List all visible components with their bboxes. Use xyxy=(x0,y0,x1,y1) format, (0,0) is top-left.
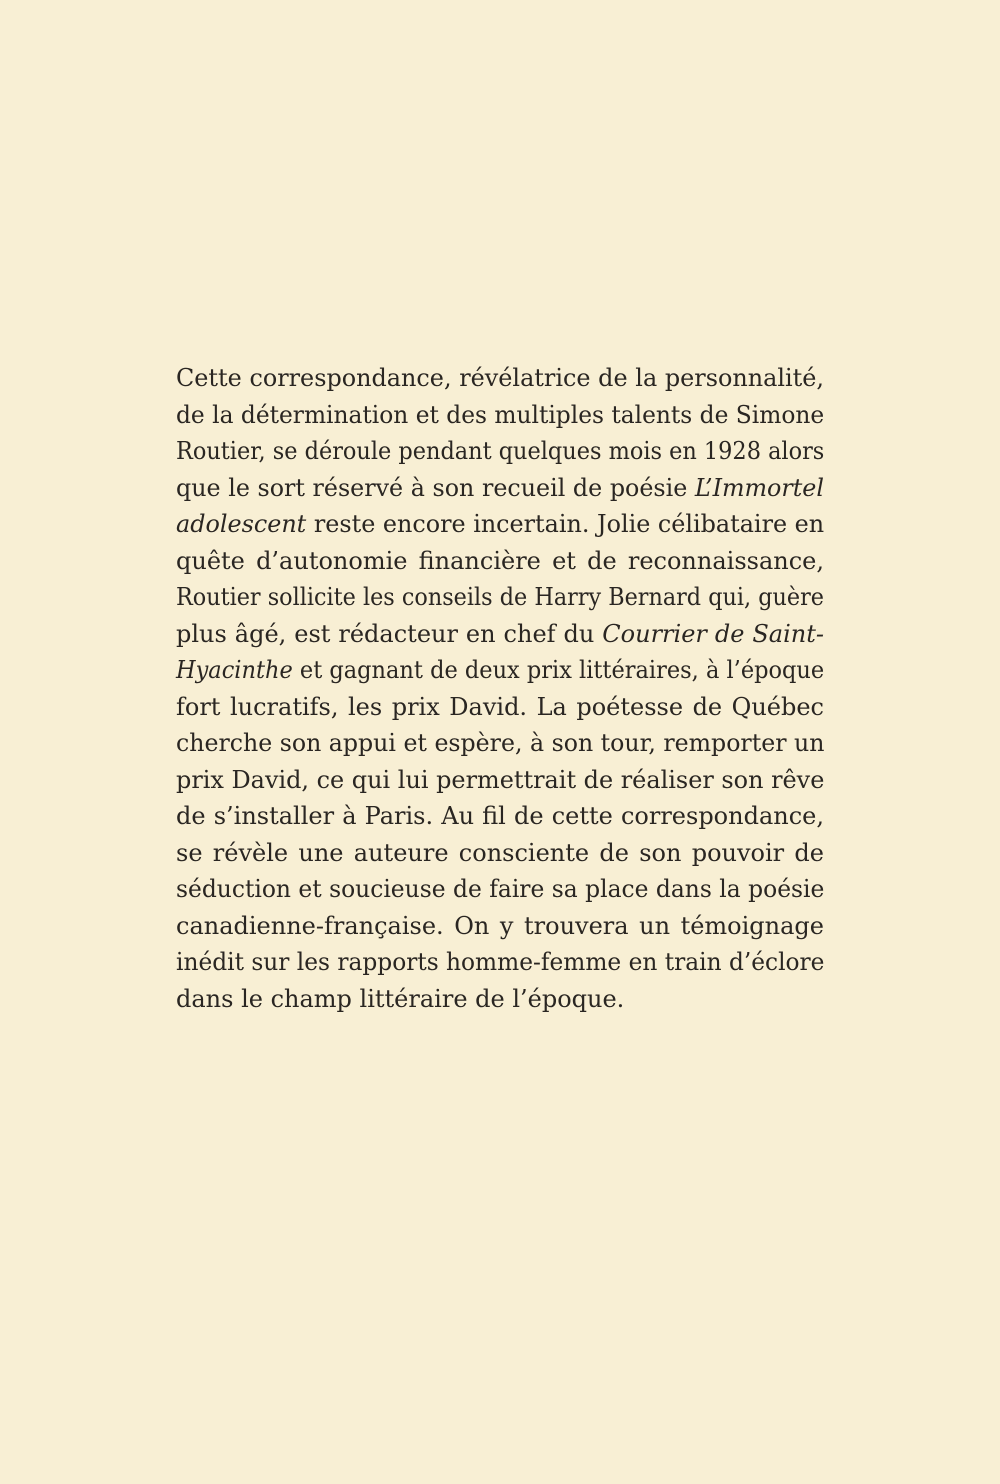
blurb-line xyxy=(176,944,824,981)
blurb-line xyxy=(176,762,824,799)
blurb-line xyxy=(176,579,824,616)
blurb-line xyxy=(176,835,824,872)
body-text: de s’installer à Paris. Au fil de cette correspondance, xyxy=(176,802,824,830)
body-text: cherche son appui et espère, à son tour, remporter un xyxy=(176,729,825,757)
body-text: séduction et soucieuse de faire sa place dans la poésie xyxy=(176,875,825,903)
body-text: et gagnant de deux prix littéraires, à l’époque xyxy=(292,656,825,684)
body-text: prix David, ce qui lui permettrait de réaliser son rêve xyxy=(176,765,825,794)
body-text: inédit sur les rapports homme-femme en train d’éclore xyxy=(176,948,825,976)
body-text: quête d’autonomie financière et de reconnaissance, xyxy=(176,546,824,575)
body-text: Cette correspondance, révélatrice de la personnalité, xyxy=(176,364,825,392)
blurb-line xyxy=(176,652,824,689)
italic-title-text: adolescent xyxy=(176,510,307,538)
blurb-line xyxy=(176,506,824,543)
blurb-line xyxy=(176,360,824,397)
body-text: Routier, se déroule pendant quelques mois en 1928 alors xyxy=(176,437,825,465)
blurb-paragraph xyxy=(176,360,824,1017)
body-text: reste encore incertain. Jolie célibataire en xyxy=(306,510,825,538)
blurb-line xyxy=(176,871,824,908)
body-text: Routier sollicite les conseils de Harry Bernard qui, guère xyxy=(176,583,825,611)
body-text: plus âgé, est rédacteur en chef du xyxy=(176,619,603,648)
blurb-line xyxy=(176,798,824,835)
body-text: fort lucratifs, les prix David. La poétesse de Québec xyxy=(176,692,824,721)
body-text: canadienne-française. On y trouvera un témoignage xyxy=(176,911,824,940)
body-text: dans le champ littéraire de l’époque. xyxy=(176,984,625,1013)
blurb-line xyxy=(176,397,824,434)
blurb-line xyxy=(176,470,824,507)
body-text: que le sort réservé à son recueil de poésie xyxy=(176,473,695,502)
blurb-line xyxy=(176,725,824,762)
italic-title-text: L’Immortel xyxy=(694,473,824,502)
blurb-line xyxy=(176,981,824,1018)
italic-title-text: Courrier de Saint- xyxy=(602,619,825,648)
italic-title-text: Hyacinthe xyxy=(176,656,293,684)
blurb-line xyxy=(176,689,824,726)
blurb-line xyxy=(176,908,824,945)
body-text: de la détermination et des multiples talents de Simone xyxy=(176,400,825,429)
blurb-line xyxy=(176,543,824,580)
blurb-line xyxy=(176,616,824,653)
body-text: se révèle une auteure consciente de son pouvoir de xyxy=(176,838,824,867)
blurb-line xyxy=(176,433,824,470)
